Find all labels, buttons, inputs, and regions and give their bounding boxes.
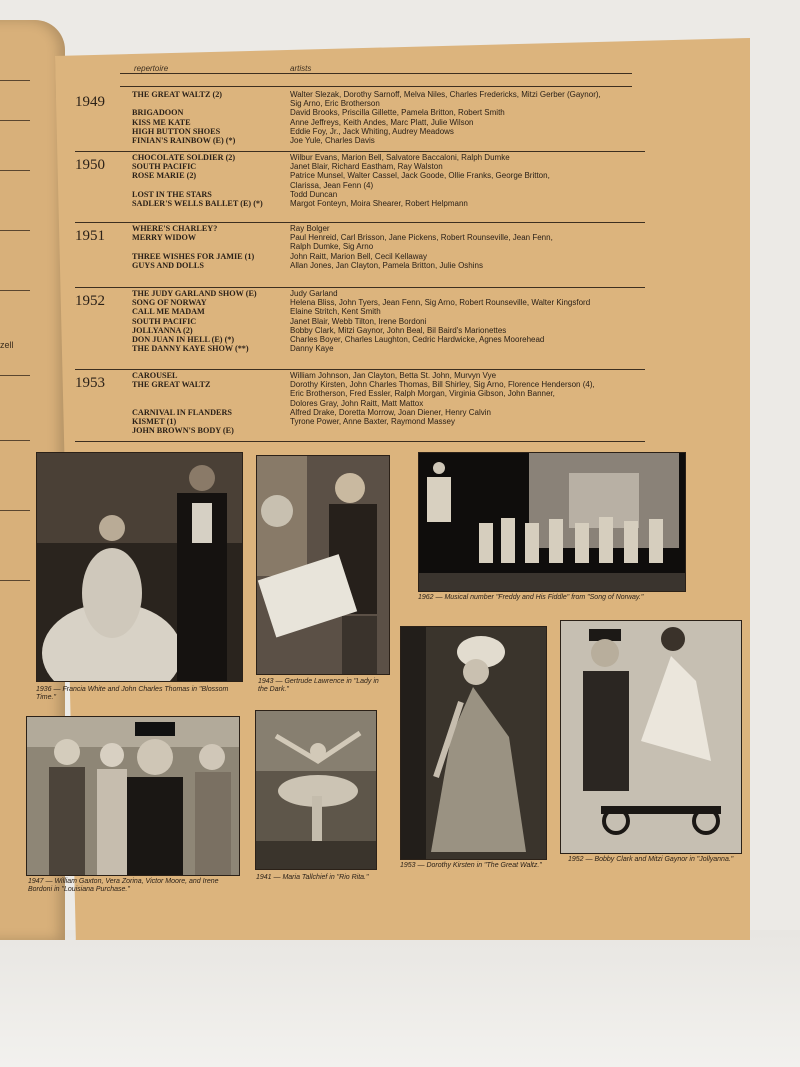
artist-line: Bobby Clark, Mitzi Gaynor, John Beal, Bil Baird's Marionettes	[290, 325, 507, 335]
artists-list	[290, 90, 650, 145]
artist-line: Anne Jeffreys, Keith Andes, Marc Platt, Julie Wilson	[290, 117, 474, 127]
year-label: 1952	[75, 293, 105, 309]
show-title: SOUTH PACIFIC	[132, 162, 197, 172]
show-title: JOLLYANNA (2)	[132, 325, 193, 335]
rio-rita-image	[256, 711, 376, 869]
show-title: MERRY WIDOW	[132, 233, 197, 243]
caption-1953: 1953 — Dorothy Kirsten in "The Great Waltz."	[400, 862, 542, 869]
show-title: CAROUSEL	[132, 371, 178, 380]
shows-list	[132, 371, 292, 435]
artist-line: Allan Jones, Jan Clayton, Pamela Britton, Julie Oshins	[290, 260, 483, 270]
left-page-text-fragment: zell	[0, 340, 14, 350]
artist-line: Dorothy Kirsten, John Charles Thomas, Bill Shirley, Sig Arno, Florence Henderson (4),	[290, 380, 595, 390]
artist-line: Joe Yule, Charles Davis	[290, 135, 375, 145]
show-title: CARNIVAL IN FLANDERS	[132, 407, 232, 417]
artist-line: Danny Kaye	[290, 344, 334, 354]
photo-louisiana-purchase	[26, 716, 240, 876]
artist-line: Sig Arno, Eric Brotherson	[290, 99, 380, 109]
show-title: DON JUAN IN HELL (E) (*)	[132, 334, 235, 344]
photo-rio-rita	[255, 710, 377, 870]
show-title: THE DANNY KAYE SHOW (**)	[132, 344, 249, 354]
louisiana-purchase-image	[27, 717, 239, 875]
photo-blossom-time	[36, 452, 243, 682]
show-title: SOUTH PACIFIC	[132, 316, 197, 326]
blossom-time-image	[37, 453, 242, 681]
artists-heading: artists	[290, 64, 312, 73]
song-of-norway-image	[419, 453, 685, 591]
show-title: WHERE'S CHARLEY?	[132, 224, 218, 233]
artist-line: Elaine Stritch, Kent Smith	[290, 307, 381, 317]
artist-line: Charles Boyer, Charles Laughton, Cedric Hardwicke, Agnes Moorehead	[290, 334, 545, 344]
year-block	[75, 369, 645, 442]
shows-list	[132, 289, 292, 353]
caption-1962: 1962 — Musical number "Freddy and His Fiddle" from "Song of Norway."	[418, 594, 644, 601]
artist-line: Ray Bolger	[290, 224, 330, 233]
artist-line: Eric Brotherson, Fred Essler, Ralph Morgan, Virginia Gibson, John Banner,	[290, 389, 555, 399]
photo-great-waltz	[400, 626, 547, 860]
artists-list	[290, 224, 650, 270]
photo-song-of-norway	[418, 452, 686, 592]
caption-1952: 1952 — Bobby Clark and Mitzi Gaynor in "Jollyanna."	[568, 856, 734, 863]
table-header	[120, 64, 632, 87]
year-label: 1949	[75, 94, 105, 110]
artist-line: Walter Slezak, Dorothy Sarnoff, Melva Niles, Charles Fredericks, Mitzi Gerber (Gaynor),	[290, 90, 601, 99]
lady-in-the-dark-image	[257, 456, 389, 674]
photo-jollyanna	[560, 620, 742, 854]
shows-list	[132, 224, 292, 270]
show-title: LOST IN THE STARS	[132, 189, 212, 199]
caption-1943: 1943 — Gertrude Lawrence in "Lady in the Dark."	[258, 678, 379, 693]
show-title	[132, 181, 292, 190]
jollyanna-image	[561, 621, 741, 853]
show-title	[132, 242, 292, 251]
show-title: SONG OF NORWAY	[132, 298, 207, 308]
great-waltz-image	[401, 627, 546, 859]
artist-line: Helena Bliss, John Tyers, Jean Fenn, Sig Arno, Robert Rounseville, Walter Kingsford	[290, 298, 591, 308]
year-label: 1951	[75, 228, 105, 244]
shows-list	[132, 153, 292, 208]
repertoire-heading: repertoire	[134, 64, 169, 73]
show-title: HIGH BUTTON SHOES	[132, 126, 221, 136]
artist-line: Ralph Dumke, Sig Arno	[290, 242, 374, 252]
table-surface	[0, 930, 800, 1067]
artist-line: Wilbur Evans, Marion Bell, Salvatore Baccaloni, Ralph Dumke	[290, 153, 510, 162]
artists-list	[290, 289, 650, 353]
artist-line: Tyrone Power, Anne Baxter, Raymond Massey	[290, 416, 455, 426]
artist-line: Eddie Foy, Jr., Jack Whiting, Audrey Meadows	[290, 126, 454, 136]
show-title: GUYS AND DOLLS	[132, 260, 204, 270]
artist-line: Todd Duncan	[290, 189, 338, 199]
year-label: 1950	[75, 157, 105, 173]
show-title: KISS ME KATE	[132, 117, 191, 127]
show-title	[132, 399, 292, 408]
caption-1936: 1936 — Francia White and John Charles Thomas in "Blossom Time."	[36, 686, 229, 701]
artist-line: Janet Blair, Webb Tilton, Irene Bordoni	[290, 316, 427, 326]
show-title: THE JUDY GARLAND SHOW (E)	[132, 289, 257, 298]
year-label: 1953	[75, 375, 105, 391]
show-title: THE GREAT WALTZ	[132, 380, 211, 390]
show-title: ROSE MARIE (2)	[132, 171, 197, 181]
artist-line: William Johnson, Jan Clayton, Betta St. John, Murvyn Vye	[290, 371, 497, 380]
show-title: FINIAN'S RAINBOW (E) (*)	[132, 135, 236, 145]
show-title: SADLER'S WELLS BALLET (E) (*)	[132, 198, 263, 208]
artist-line: Paul Henreid, Carl Brisson, Jane Pickens, Robert Rounseville, Jean Fenn,	[290, 233, 553, 243]
artist-line: Judy Garland	[290, 289, 338, 298]
artist-line: Dolores Gray, John Raitt, Matt Mattox	[290, 398, 424, 408]
artist-line: Margot Fonteyn, Moira Shearer, Robert Helpmann	[290, 198, 468, 208]
artist-line: Patrice Munsel, Walter Cassel, Jack Goode, Ollie Franks, George Britton,	[290, 171, 550, 181]
artist-line: Clarissa, Jean Fenn (4)	[290, 180, 374, 190]
show-title: KISMET (1)	[132, 416, 177, 426]
year-block	[75, 222, 645, 288]
show-title: CHOCOLATE SOLDIER (2)	[132, 153, 236, 162]
show-title	[132, 389, 292, 398]
show-title: JOHN BROWN'S BODY (E)	[132, 426, 234, 436]
shows-list	[132, 90, 292, 145]
artists-list	[290, 153, 650, 208]
year-block	[75, 151, 645, 223]
show-title: THE GREAT WALTZ (2)	[132, 90, 223, 99]
caption-1941: 1941 — Maria Tallchief in "Rio Rita."	[256, 874, 369, 881]
photo-lady-in-the-dark	[256, 455, 390, 675]
show-title: BRIGADOON	[132, 108, 184, 118]
show-title: THREE WISHES FOR JAMIE (1)	[132, 251, 255, 261]
artist-line: Janet Blair, Richard Eastham, Ray Walston	[290, 162, 443, 172]
artist-line: John Raitt, Marion Bell, Cecil Kellaway	[290, 251, 427, 261]
artists-list	[290, 371, 650, 426]
year-block	[75, 287, 645, 370]
artist-line: David Brooks, Priscilla Gillette, Pamela Britton, Robert Smith	[290, 108, 505, 118]
year-block	[75, 88, 645, 152]
show-title	[132, 99, 292, 108]
caption-1947: 1947 — William Gaxton, Vera Zorina, Victor Moore, and Irene Bordoni in "Louisiana Purchase."	[28, 878, 219, 893]
artist-line: Alfred Drake, Doretta Morrow, Joan Diener, Henry Calvin	[290, 407, 491, 417]
show-title: CALL ME MADAM	[132, 307, 205, 317]
